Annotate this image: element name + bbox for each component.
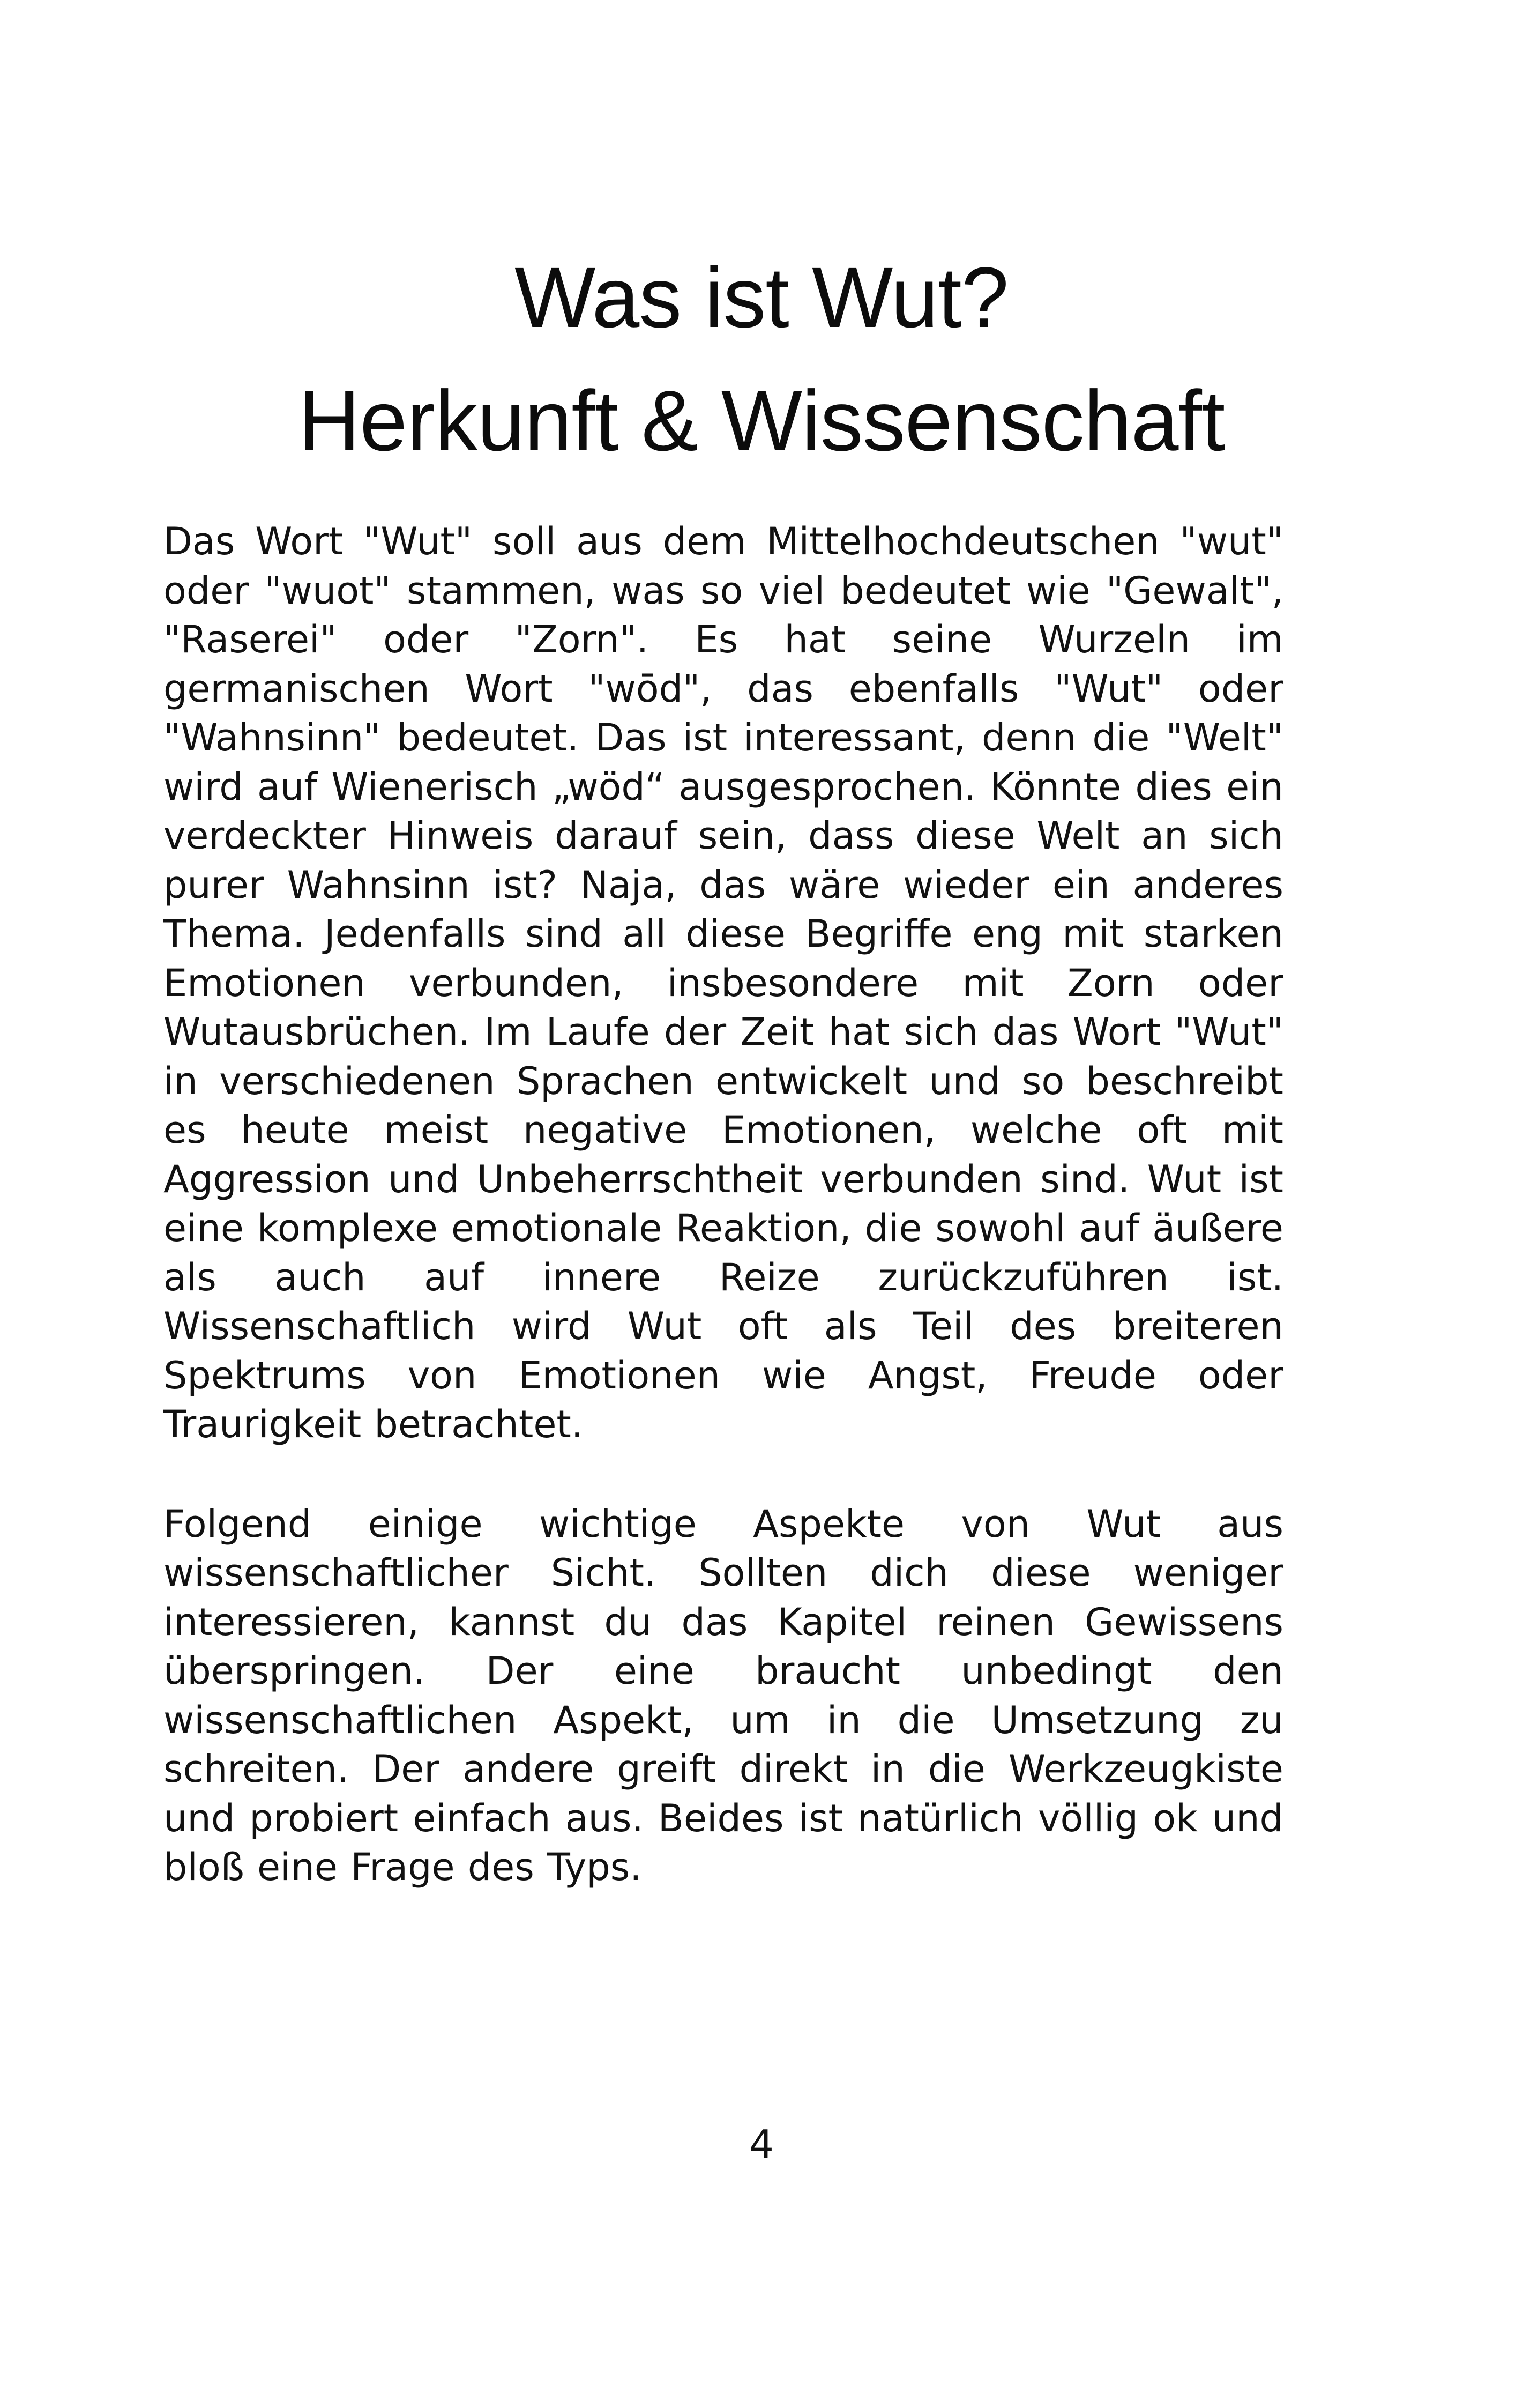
paragraph-aspects: Folgend einige wichtige Aspekte von Wut aus wissenschaftlicher Sicht. Sollten dich diese weniger interessieren, kannst du das Kapitel reinen Gewissens überspringen. Der eine braucht unbedingt den wissenschaftlichen Aspekt, um in die Umsetzung zu schreiten. Der andere greift direkt in die Werkzeugkiste und probiert einfach aus. Beides ist natürlich völlig ok und bloß eine Frage des Typs.	[163, 1502, 1283, 1889]
chapter-title	[0, 236, 1523, 482]
paragraph-origin: Das Wort "Wut" soll aus dem Mittelhochdeutschen "wut" oder "wuot" stammen, was so viel bedeutet wie "Gewalt", "Raserei" oder "Zorn". Es hat seine Wurzeln im germanischen Wort "wōd", das ebenfalls "Wut" oder "Wahnsinn" bedeutet. Das ist interessant, denn die "Welt" wird auf Wienerisch „wöd“ ausgesprochen. Könnte dies ein verdeckter Hinweis darauf sein, dass diese Welt an sich purer Wahnsinn ist? Naja, das wäre wieder ein anderes Thema. Jedenfalls sind all diese Begriffe eng mit starken Emotionen verbunden, insbesondere mit Zorn oder Wutausbrüchen. Im Laufe der Zeit hat sich das Wort "Wut" in verschiedenen Sprachen entwickelt und so beschreibt es heute meist negative Emotionen, welche oft mit Aggression und Unbeherrschtheit verbunden sind. Wut ist eine komplexe emotionale Reaktion, die sowohl auf äußere als auch auf innere Reize zurückzuführen ist. Wissenschaftlich wird Wut oft als Teil des breiteren Spektrums von Emotionen wie Angst, Freude oder Traurigkeit betrachtet.	[163, 519, 1283, 1446]
chapter-title-line-1: Was ist Wut?	[514, 249, 1009, 345]
page-number: 4	[749, 2122, 774, 2167]
chapter-body	[163, 517, 1283, 1892]
chapter-title-line-2: Herkunft & Wissenschaft	[298, 373, 1225, 469]
